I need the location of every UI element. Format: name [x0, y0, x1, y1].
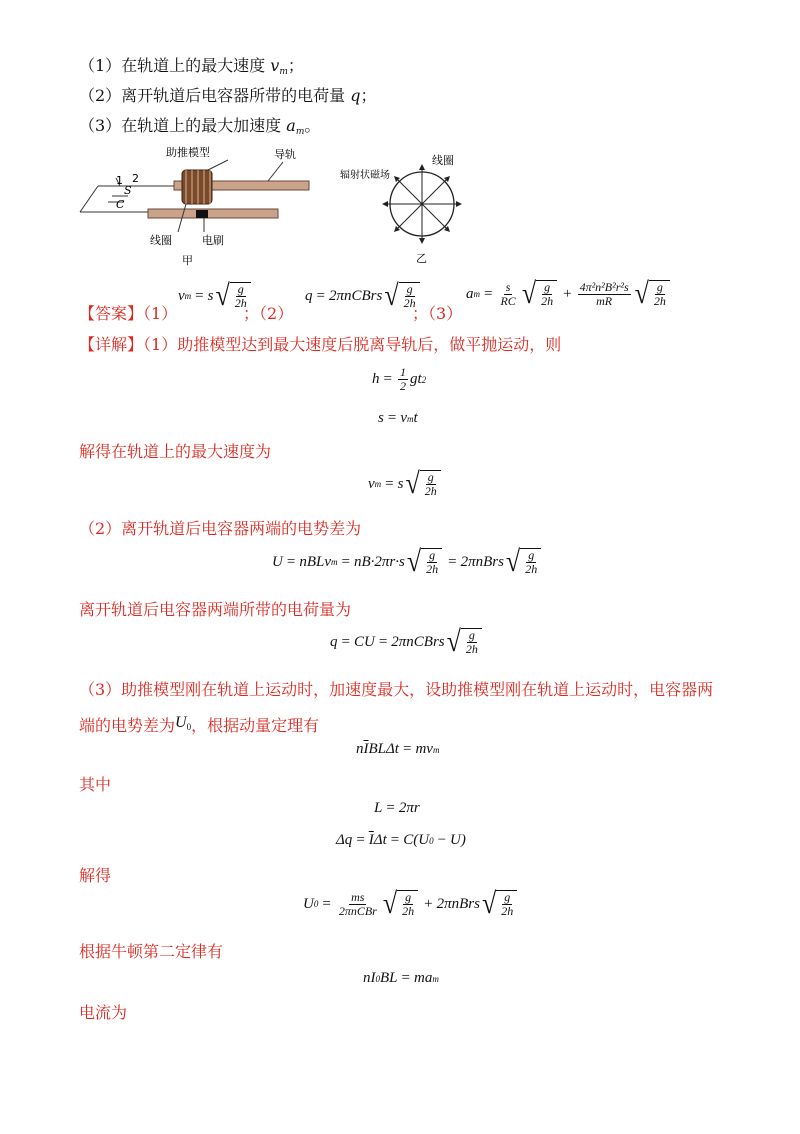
answer-tag: 【答案】 — [79, 304, 144, 323]
question-3-sub: m — [295, 127, 305, 137]
label-model: 助推模型 — [166, 146, 210, 159]
detail-t1 — [79, 441, 271, 463]
detail-intro — [79, 334, 561, 356]
eq-momentum: n $\overline{I}$ BLΔt = mv m — [356, 741, 440, 757]
detail-t4a — [79, 679, 713, 701]
answer-eq-1: v m = s √ $\frac{g}{2h}$ — [178, 282, 253, 310]
answer-sep-2: ；（2） — [243, 304, 294, 323]
detail-t5-text: 其中 — [79, 775, 112, 794]
detail-t3 — [79, 599, 351, 621]
capacitor-label: C — [116, 198, 125, 211]
detail-t6 — [79, 865, 111, 887]
lower-rail — [148, 209, 278, 218]
question-1-var: v — [270, 56, 280, 75]
detail-t4b: 端的电势差为$U_0$，根据动量定理有 — [79, 714, 320, 735]
answer-part-3: （3） — [428, 304, 463, 323]
question-3-suffix: 。 — [304, 116, 321, 135]
eq-L: L = 2πr — [374, 800, 420, 816]
switch-pos-2: 2 — [132, 172, 139, 185]
detail-t7-text: 根据牛顿第二定律有 — [79, 942, 224, 961]
caption-jia: 甲 — [182, 254, 193, 267]
detail-intro-text: （1）助推模型达到最大速度后脱离导轨后，做平抛运动，则 — [143, 335, 562, 354]
answer-sep-3: ；（3） — [412, 304, 463, 323]
detail-t4b-text: 端的电势差为 — [79, 716, 176, 735]
eq-vm: v m = s √ $\frac{g}{2h}$ — [368, 470, 443, 498]
eq-newton: nI 0 BL = ma m — [363, 970, 439, 986]
question-1 — [79, 55, 304, 83]
detail-t8-text: 电流为 — [79, 1003, 128, 1022]
eq-U0: U 0 = $\frac{ms}{\text{2πnCBr}}$ √ $\frac{g}{2h}$ + 2πnBrs √ $\frac{g}{2h}$ — [303, 890, 519, 918]
detail-t1-text: 解得在轨道上的最大速度为 — [79, 442, 272, 461]
detail-t5 — [79, 774, 111, 796]
eq-h: h = $\frac{1}{2}$ gt 2 — [372, 365, 427, 393]
label-rail: 导轨 — [274, 148, 296, 161]
switch-label: S — [124, 184, 132, 197]
figure-yi-diagram — [340, 150, 480, 270]
question-3 — [79, 115, 320, 143]
eq-q: q = CU = 2πnCBrs √ $\frac{g}{2h}$ — [330, 628, 484, 656]
answer-part-1: （1） — [143, 304, 178, 323]
figure-jia-diagram — [78, 140, 328, 270]
detail-t7 — [79, 941, 223, 963]
detail-t2 — [79, 518, 361, 540]
answer-eq-3: a m = $\frac{s}{RC}$ √ $\frac{g}{2h}$ + $\frac{\text{4π²n²B²r²s}}{mR}$ √ $\frac{g}{2h}$ — [466, 280, 672, 308]
detail-t4c-text: ，根据动量定理有 — [191, 716, 320, 735]
label-radial-field: 辐射状磁场 — [340, 170, 390, 181]
eq-U: U = nBLv m = nB·2πr·s √ $\frac{g}{2h}$ = 2πnBrs √ $\frac{g}{2h}$ — [272, 548, 543, 576]
switch-pos-1: 1 — [116, 174, 123, 187]
question-2-text: （2）离开轨道后电容器所带的电荷量 — [79, 86, 351, 105]
brush-block — [196, 210, 208, 218]
label-brush: 电刷 — [202, 234, 224, 247]
question-3-text: （3）在轨道上的最大加速度 — [79, 116, 287, 135]
label-coil-right: 线圈 — [432, 154, 454, 167]
question-1-sub: m — [279, 67, 288, 77]
answer-part-2: （2） — [259, 304, 294, 323]
eq-dq: Δq = $\overline{I}$ Δt = C(U 0 − U) — [336, 832, 466, 848]
question-1-text: （1）在轨道上的最大速度 — [79, 56, 271, 75]
detail-tag: 【详解】 — [79, 335, 144, 354]
answer-line — [79, 303, 177, 325]
eq-s: s = v m t — [378, 410, 418, 426]
label-coil: 线圈 — [150, 234, 172, 247]
question-3-var: a — [286, 116, 296, 135]
detail-t4a-text: （3）助推模型刚在轨道上运动时，加速度最大，设助推模型刚在轨道上运动时，电容器两 — [79, 680, 714, 699]
question-2-suffix: ； — [360, 86, 377, 105]
question-1-suffix: ； — [287, 56, 304, 75]
caption-yi: 乙 — [416, 252, 427, 265]
question-2-var: q — [350, 86, 361, 105]
detail-t6-text: 解得 — [79, 866, 112, 885]
answer-eq-2: q = 2πnCBrs √ $\frac{g}{2h}$ — [305, 282, 422, 310]
detail-t3-text: 离开轨道后电容器两端所带的电荷量为 — [79, 600, 352, 619]
coil-model — [182, 170, 212, 204]
question-2 — [79, 85, 377, 107]
detail-t8 — [79, 1002, 127, 1024]
detail-t2-text: （2）离开轨道后电容器两端的电势差为 — [79, 519, 362, 538]
